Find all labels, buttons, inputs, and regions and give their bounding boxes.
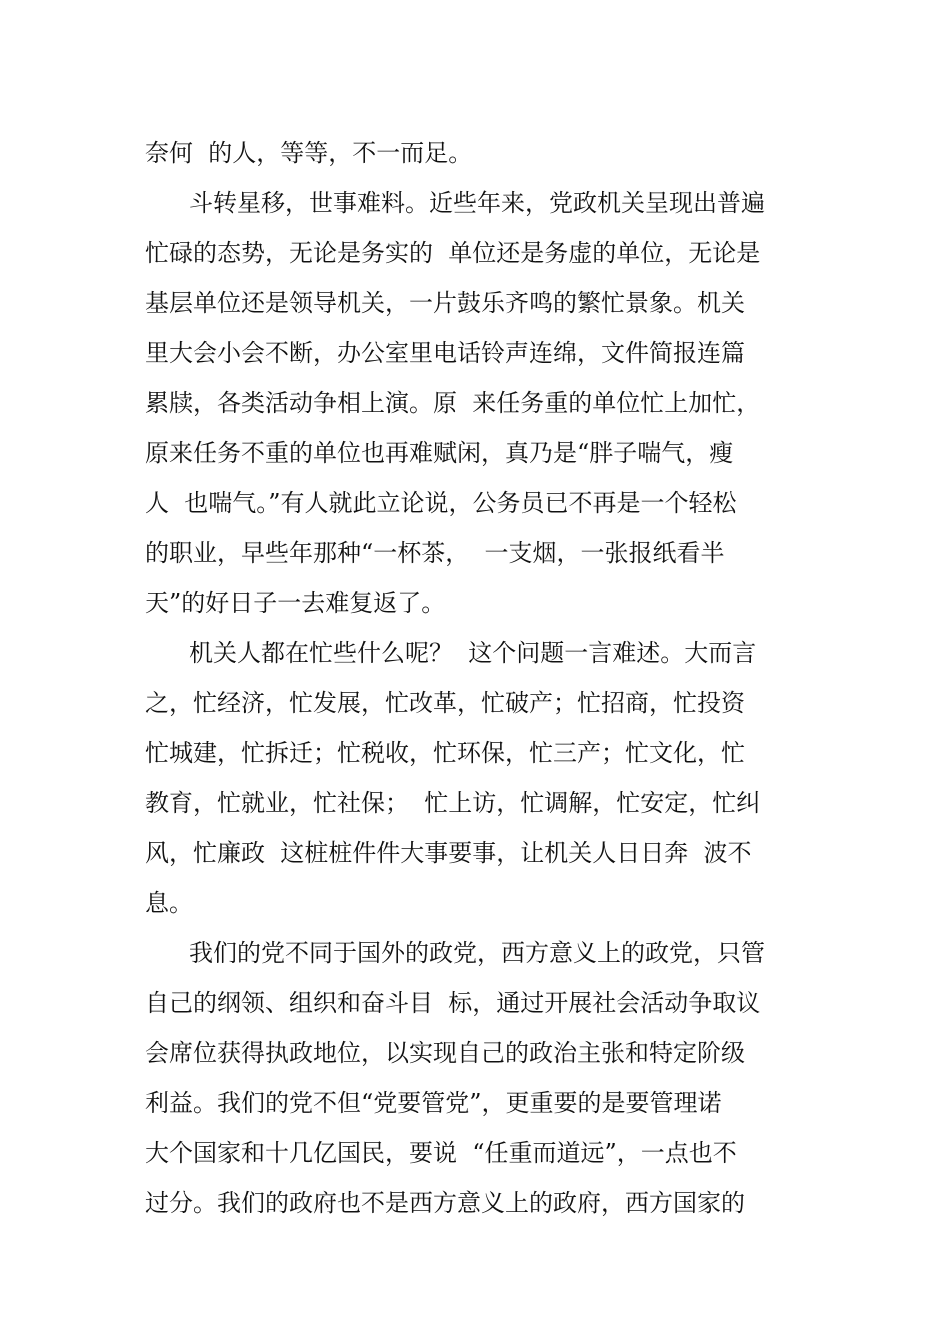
text-line: 忙碌的态势，无论是务实的 单位还是务虚的单位，无论是 xyxy=(145,239,761,267)
text-line: 原来任务不重的单位也再难赋闲，真乃是“胖子喘气，瘦 xyxy=(145,439,734,467)
body-text xyxy=(145,128,810,1228)
text-line: 过分。我们的政府也不是西方意义上的政府，西方国家的 xyxy=(145,1189,745,1217)
text-line: 自己的纲领、组织和奋斗目 标，通过开展社会活动争取议 xyxy=(145,989,761,1017)
text-line: 会席位获得执政地位，以实现自己的政治主张和特定阶级 xyxy=(145,1039,745,1067)
text-line: 里大会小会不断，办公室里电话铃声连绵，文件简报连篇 xyxy=(145,339,745,367)
text-line: 利益。我们的党不但“党要管党”，更重要的是要管理诺 xyxy=(145,1089,722,1117)
text-line: 大个国家和十几亿国民，要说 “任重而道远”，一点也不 xyxy=(145,1139,737,1167)
text-line: 基层单位还是领导机关，一片鼓乐齐鸣的繁忙景象。机关 xyxy=(145,289,745,317)
text-line: 我们的党不同于国外的政党，西方意义上的政党，只管 xyxy=(189,939,765,967)
text-line: 忙城建，忙拆迁；忙税收，忙环保，忙三产；忙文化，忙 xyxy=(145,739,745,767)
text-line: 奈何 的人，等等，不一而足。 xyxy=(145,139,473,167)
text-line: 的职业，早些年那种“一杯茶， 一支烟，一张报纸看半 xyxy=(145,539,725,567)
text-line: 之，忙经济，忙发展，忙改革，忙破产；忙招商，忙投资 xyxy=(145,689,745,717)
text-line: 机关人都在忙些什么呢？ 这个问题一言难述。大而言 xyxy=(189,639,757,667)
text-line: 斗转星移，世事难料。近些年来，党政机关呈现出普遍 xyxy=(189,189,765,217)
text-line: 教育，忙就业，忙社保； 忙上访，忙调解，忙安定，忙纠 xyxy=(145,789,761,817)
text-line: 风，忙廉政 这桩桩件件大事要事，让机关人日日奔 波不 xyxy=(145,839,752,867)
text-line: 天”的好日子一去难复返了。 xyxy=(145,589,446,617)
text-line: 息。 xyxy=(145,889,193,917)
text-line: 累牍，各类活动争相上演。原 来任务重的单位忙上加忙， xyxy=(145,389,761,417)
text-line: 人 也喘气。”有人就此立论说，公务员已不再是一个轻松 xyxy=(145,489,737,517)
